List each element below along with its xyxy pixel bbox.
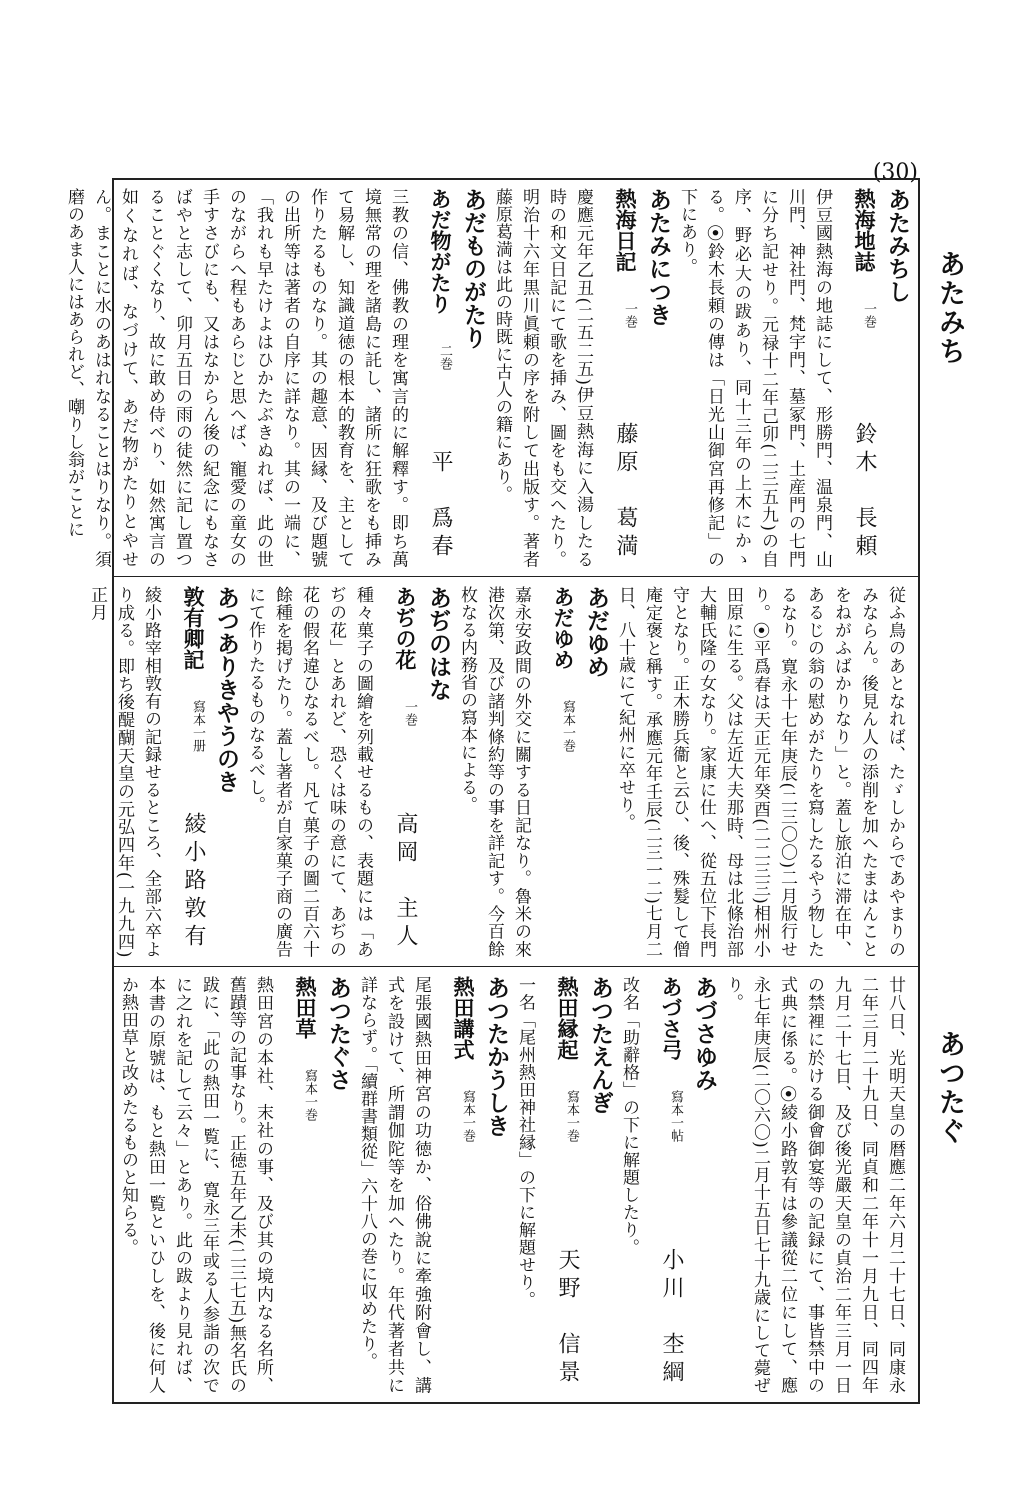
entry-title-line: [446, 976, 474, 1394]
band-divider-2: [112, 966, 920, 967]
entry-title-line: [608, 188, 636, 568]
entry-body-text: 嘉永安政間の外交に關する日記なり。魯米の來港次第、及び諸判條約等の事を詳記す。今百餘枚なる内務省の寫本による。: [457, 586, 531, 958]
entry-title: あづさ弓: [659, 976, 684, 1060]
entry-volume: 寫本一册: [190, 700, 205, 752]
entry-title: 熱田縁起: [555, 976, 580, 1060]
entry-volume: 寫本一巻: [564, 1090, 579, 1142]
entry-author: 藤原 葛満: [613, 422, 638, 562]
entry-body-text: 三教の信、佛教の理を寓言的に解釋す。即ち萬境無常の理を諸島に託し、諸所に狂歌をも挿みて易解し、知識道徳の根本的教育を、主として作りたるものなり。其の趣意、因縁、及び題號の出所等は著者の自序に詳なり。其の一端に、「我れも早たけよはひかたぶきぬれば、此の世のながらへ程もあらじと思へば、寵愛の童女の手すさびにも、又はなからん後の紀念にもなさばやと志して、卯月五日の雨の徒然に記し置つることぐくなり、故に敢め侍べり、如然寓言の如くなれば、なづけて、あだ物がたりとやせん。まことに水のあはれなることはりなり。須磨のあま人にはあられど、嘲りし翁がことに: [64, 188, 408, 568]
margin-heading-top: あたみち: [934, 250, 965, 366]
entry-body-text: 尾張國熱田神宮の功徳か、俗佛說に牽強附會し、講式を設けて、所謂伽陀等を加へたり。年代著者共に詳ならず。「續群書類從」六十八の巻に収めたり。: [357, 976, 431, 1394]
entry-heading: あだゆめ: [583, 586, 609, 678]
entry-heading: あづさゆみ: [691, 976, 717, 1091]
band-divider-1: [112, 576, 920, 577]
entry-volume: 寫本一巻: [460, 1090, 475, 1142]
entry-title-line: [176, 586, 204, 958]
entry-heading: あつたぐさ: [325, 976, 351, 1091]
entry-body-text: 廿八日、光明天皇の暦應二年六月二十七日、同康永二年三月二十九日、同貞和二年十一月九日、同四年九月二十七日、及び後光嚴天皇の貞治二年三月一日の禁裡に於ける御會御宴等の記録にて、事皆禁中の式典に係る。⦿綾小路敦有は參議從二位にして、應永七年庚辰(二〇六〇)二月十五日七十九歳にして薨ぜり。: [723, 976, 905, 1395]
entry-author: 高岡 主人: [393, 812, 418, 952]
entry-body-text: 伊豆國熱海の地誌にして、形勝門、温泉門、山川門、神社門、梵宇門、墓冢門、土産門の七門に分ち記せり。元禄十二年己卯(二三五九)の自序、野必大の跋あり、同十三年の上木にかゝる。⦿鈴木長頼の傳は「日光山御宮再修記」の下にあり。: [677, 188, 832, 568]
entry-volume: 寫本一帖: [668, 1090, 683, 1142]
entry-heading: あだものがたり: [460, 188, 486, 349]
entry-title-line: [388, 586, 416, 958]
entry-volume: 一巻: [402, 700, 417, 726]
entry-body-text: 熱田宮の本社、末社の事、及び其の境内なる名所、舊蹟等の記事なり。正徳五年乙未(二三七五)無名氏の跋に、「此の熱田一覧に、寛永三年或る人参詣の次でに之れを記して云々」とあり。此の跋より見れば、本書の原號は、もと熱田一覧といひしを、後に何人か熱田草と改めたるものと知らる。: [118, 976, 273, 1394]
entry-title-line: [288, 976, 316, 1394]
entry-author: 鈴木 長頼: [852, 422, 877, 562]
entry-title-line: [847, 188, 875, 568]
entry-author: 小川 杢綱: [659, 1248, 684, 1388]
entry-author: 天野 信景: [555, 1248, 580, 1388]
band-1: [64, 182, 914, 574]
entry-volume: 一巻: [861, 302, 876, 328]
entry-heading: あたみちし: [884, 188, 910, 303]
page-number: (30): [872, 160, 918, 185]
entry-title-line: [654, 976, 682, 1394]
entry-heading: あたみにつき: [645, 188, 671, 326]
entry-body-text: 一名「尾州熱田神社縁」の下に解題せり。: [515, 976, 535, 1309]
entry-body-text: 慶應元年乙丑(二五二五)伊豆熱海に入湯したる時の和文日記にて歌を挿み、圖をも交へたり。明治十六年黒川眞頼の序を附して出版す。著者藤原葛満は此の時既に古人の籍にあり。: [492, 188, 593, 568]
entry-author: 綾小路敦有: [181, 812, 206, 952]
entry-volume: 二巻: [437, 344, 452, 370]
entry-title-line: [423, 188, 451, 568]
entry-body-text: 改名「助辭格」の下に解題したり。: [619, 976, 639, 1256]
entry-title: 熱海地誌: [852, 188, 877, 272]
entry-title-line: [546, 586, 574, 958]
entry-heading: あつたえんぎ: [587, 976, 613, 1114]
entry-heading: あつたかうしき: [483, 976, 509, 1137]
entry-volume: 寫本一巻: [560, 700, 575, 752]
entry-volume: 寫本一巻: [302, 1069, 317, 1121]
entry-heading: あつありきやうのき: [213, 586, 239, 793]
entry-title: 熱田講式: [451, 976, 476, 1060]
entry-title: あだゆめ: [551, 586, 576, 670]
entry-heading: あぢのはな: [425, 586, 451, 701]
band-3: [118, 970, 914, 1400]
entry-body-text: 従ふ鳥のあとなれば、たゞしからであやまりのみならん。後見ん人の添削を加へたまはんことをねがふばかりなり」と。蓋し旅泊に滞在中、あるじの翁の慰めがたりを寫したるやう物したるなり。寛永十七年庚辰(二三〇〇)二月版行せり。⦿平爲春は天正元年癸酉(二二三三)相州小田原に生る。父は左近大夫那時、母は北條治部大輔氏隆の女なり。家康に仕へ、從五位下長門守となり。正木勝兵衞と云ひ、後、殊髮して僧庵定褒と稱す。承應元年壬辰(二三一二)七月二日、八十歳にて紀州に卒せり。: [615, 586, 905, 958]
entry-title-line: [550, 976, 578, 1394]
entry-title: 敦有卿記: [181, 586, 206, 670]
margin-heading-bottom: あつたぐ: [934, 1030, 965, 1146]
entry-volume: 一巻: [622, 302, 637, 328]
entry-author: 平 爲春: [428, 450, 453, 562]
entry-title: あだ物がたり: [428, 188, 453, 314]
entry-body-text: 種々菓子の圖繪を列載せるもの、表題には「あぢの花」とあれど、恐くは味の意にて、あぢの花の假名違ひなるべし。凡て菓子の圖二百六十餘種を掲げたり。蓋し著者が自家菓子商の廣告にて作りたるものなるべし。: [245, 586, 373, 958]
entry-body-text: 綾小路宰相敦有の記録せるところ、全部六卒より成る。即ち後醍醐天皇の元弘四年(一九九四)正月: [87, 586, 161, 958]
entry-title: あぢの花: [393, 586, 418, 670]
entry-title: 熱海日記: [613, 188, 638, 272]
band-2: [87, 580, 914, 964]
entry-title: 熱田草: [293, 976, 318, 1039]
